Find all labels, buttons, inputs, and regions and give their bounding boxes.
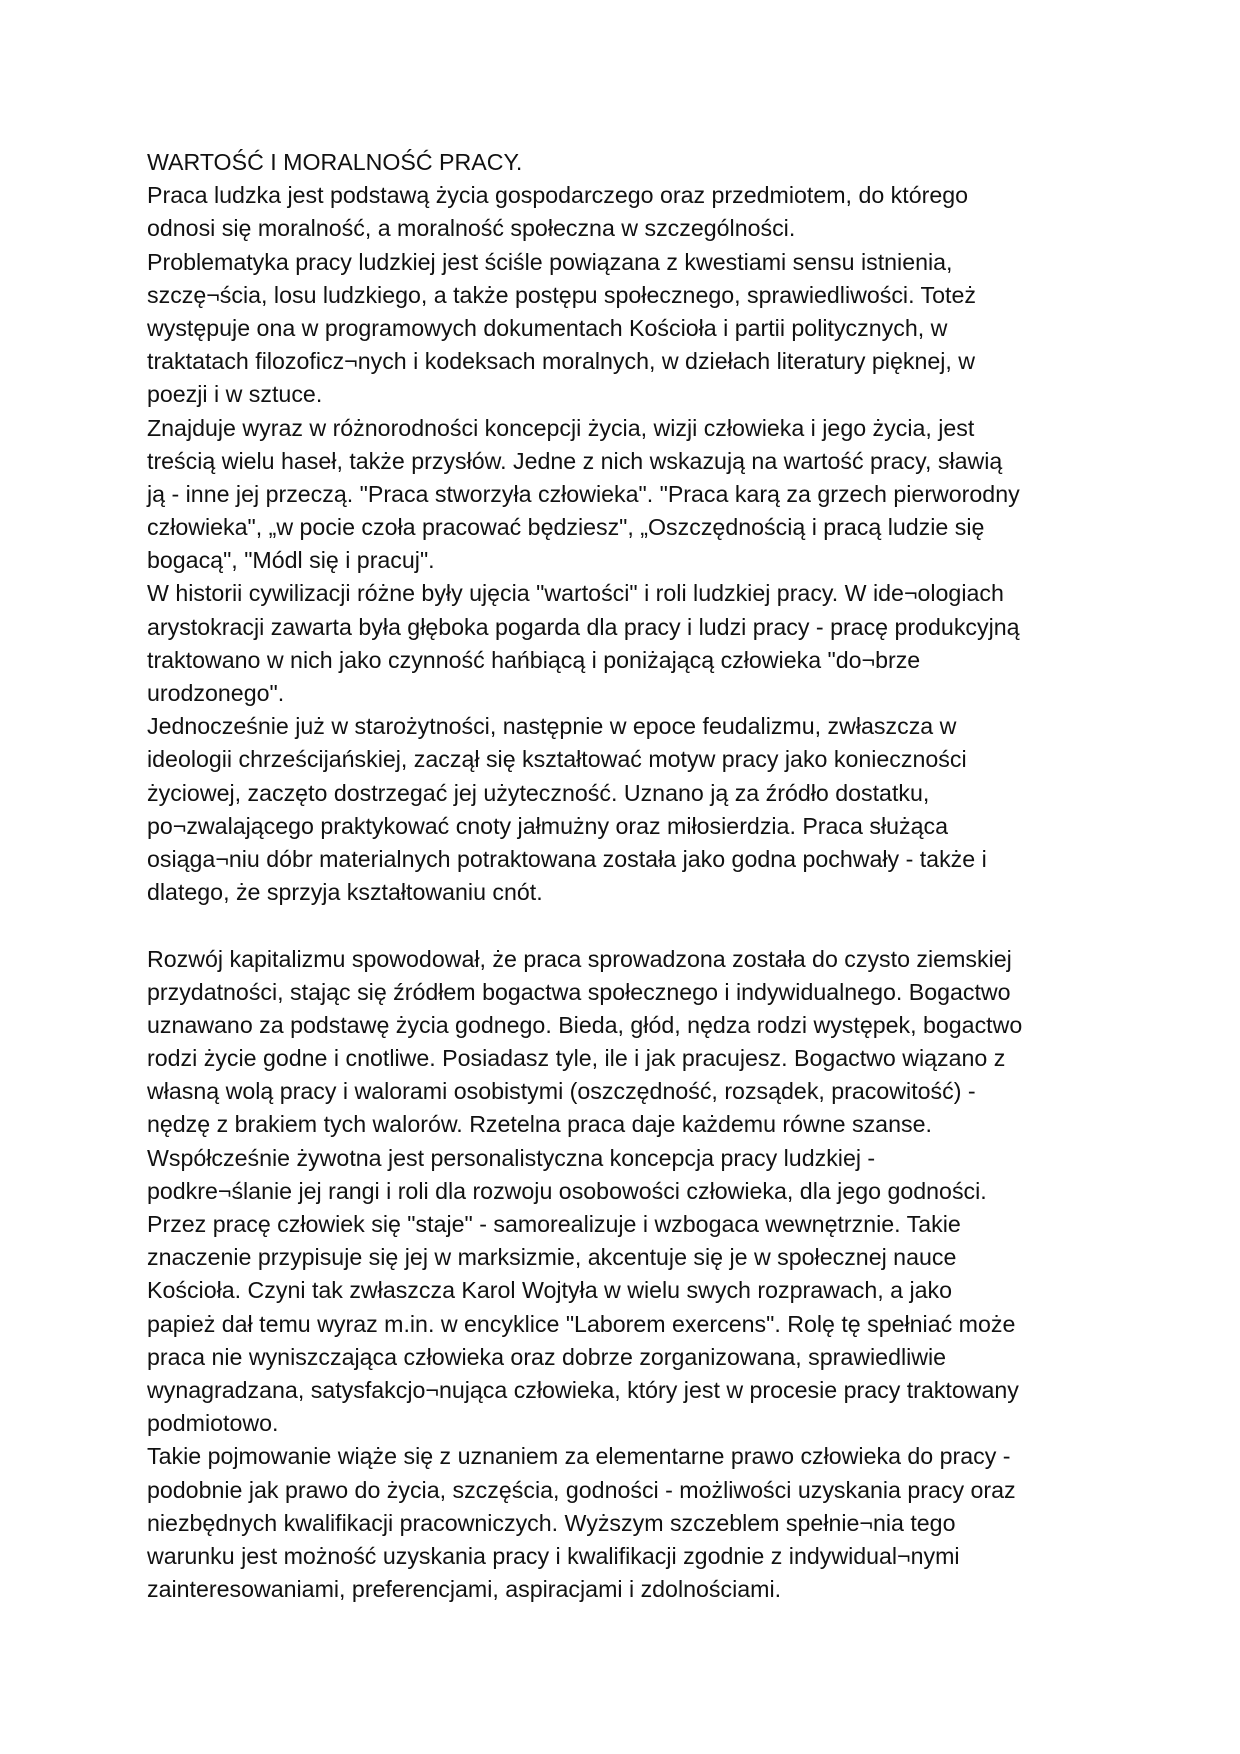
text-line: podmiotowo.: [147, 1410, 279, 1437]
text-line: rodzi życie godne i cnotliwe. Posiadasz tyle, ile i jak pracujesz. Bogactwo wiązano z: [147, 1045, 1006, 1072]
text-line: ideologii chrześcijańskiej, zaczął się kształtować motyw pracy jako konieczności: [147, 746, 967, 773]
text-line: podkre¬ślanie jej rangi i roli dla rozwoju osobowości człowieka, dla jego godności.: [147, 1177, 987, 1204]
text-line: warunku jest możność uzyskania pracy i kwalifikacji zgodnie z indywidual¬nymi: [147, 1542, 960, 1569]
text-line: Kościoła. Czyni tak zwłaszcza Karol Wojtyła w wielu swych rozprawach, a jako: [147, 1277, 952, 1304]
text-line: wynagradzana, satysfakcjo¬nująca człowieka, który jest w procesie pracy traktowany: [147, 1376, 1019, 1403]
text-line: szczę¬ścia, losu ludzkiego, a także postępu społecznego, sprawiedliwości. Toteż: [147, 281, 976, 308]
paragraph-spacer: [147, 909, 1147, 942]
text-line: praca nie wyniszczająca człowieka oraz dobrze zorganizowana, sprawiedliwie: [147, 1343, 947, 1370]
text-line: traktatach filozoficz¬nych i kodeksach moralnych, w dziełach literatury pięknej, w: [147, 348, 976, 375]
text-line: osiąga¬niu dóbr materialnych potraktowana została jako godna pochwały - także i: [147, 845, 987, 872]
text-line: W historii cywilizacji różne były ujęcia "wartości" i roli ludzkiej pracy. W ide¬ologiach: [147, 580, 1004, 607]
document-body: [147, 146, 1147, 1606]
text-line: papież dał temu wyraz m.in. w encyklice "Laborem exercens". Rolę tę spełniać może: [147, 1310, 1016, 1337]
text-line: urodzonego".: [147, 680, 285, 706]
text-line: Jednocześnie już w starożytności, następnie w epoce feudalizmu, zwłaszcza w: [147, 713, 957, 740]
text-line: ją - inne jej przeczą. "Praca stworzyła człowieka". "Praca karą za grzech pierworodny: [147, 480, 1020, 507]
text-line: niezbędnych kwalifikacji pracowniczych. Wyższym szczeblem spełnie¬nia tego: [147, 1509, 956, 1536]
text-line: Współcześnie żywotna jest personalistyczna koncepcja pracy ludzkiej -: [147, 1144, 876, 1171]
text-line: występuje ona w programowych dokumentach Kościoła i partii politycznych, w: [147, 314, 948, 341]
text-line: podobnie jak prawo do życia, szczęścia, godności - możliwości uzyskania pracy oraz: [147, 1476, 1016, 1503]
text-line: Rozwój kapitalizmu spowodował, że praca sprowadzona została do czysto ziemskiej: [147, 945, 1012, 972]
text-line: uznawano za podstawę życia godnego. Bieda, głód, nędza rodzi występek, bogactwo: [147, 1011, 1023, 1038]
text-line: poezji i w sztuce.: [147, 381, 323, 408]
text-line: znaczenie przypisuje się jej w marksizmie, akcentuje się je w społecznej nauce: [147, 1244, 957, 1271]
text-line: treścią wielu haseł, także przysłów. Jedne z nich wskazują na wartość pracy, sławią: [147, 447, 1003, 474]
text-line: traktowano w nich jako czynność hańbiącą i poniżającą człowieka "do¬brze: [147, 646, 921, 673]
text-line: odnosi się moralność, a moralność społeczna w szczególności.: [147, 215, 796, 242]
text-line: Znajduje wyraz w różnorodności koncepcji życia, wizji człowieka i jego życia, jest: [147, 414, 975, 441]
text-line: arystokracji zawarta była głęboka pogarda dla pracy i ludzi pracy - pracę produkcyjną: [147, 613, 1020, 640]
text-line: przydatności, stając się źródłem bogactwa społecznego i indywidualnego. Bogactwo: [147, 978, 1011, 1005]
text-line: życiowej, zaczęto dostrzegać jej użyteczność. Uznano ją za źródło dostatku,: [147, 779, 930, 806]
text-line: Praca ludzka jest podstawą życia gospodarczego oraz przedmiotem, do którego: [147, 182, 969, 209]
text-line: po¬zwalającego praktykować cnoty jałmużny oraz miłosierdzia. Praca służąca: [147, 812, 948, 839]
text-line: Przez pracę człowiek się "staje" - samorealizuje i wzbogaca wewnętrznie. Takie: [147, 1211, 961, 1237]
text-line: dlatego, że sprzyja kształtowaniu cnót.: [147, 879, 543, 906]
document-title: WARTOŚĆ I MORALNOŚĆ PRACY.: [147, 149, 523, 175]
text-line: Takie pojmowanie wiąże się z uznaniem za elementarne prawo człowieka do pracy -: [147, 1443, 1011, 1470]
text-line: Problematyka pracy ludzkiej jest ściśle powiązana z kwestiami sensu istnienia,: [147, 248, 953, 275]
text-line: zainteresowaniami, preferencjami, aspiracjami i zdolnościami.: [147, 1576, 782, 1603]
text-line: bogacą", "Módl się i pracuj".: [147, 547, 435, 574]
text-line: własną wolą pracy i walorami osobistymi (oszczędność, rozsądek, pracowitość) -: [147, 1078, 976, 1105]
text-line: człowieka", „w pocie czoła pracować będziesz", „Oszczędnością i pracą ludzie się: [147, 514, 985, 541]
text-line: nędzę z brakiem tych walorów. Rzetelna praca daje każdemu równe szanse.: [147, 1111, 932, 1138]
